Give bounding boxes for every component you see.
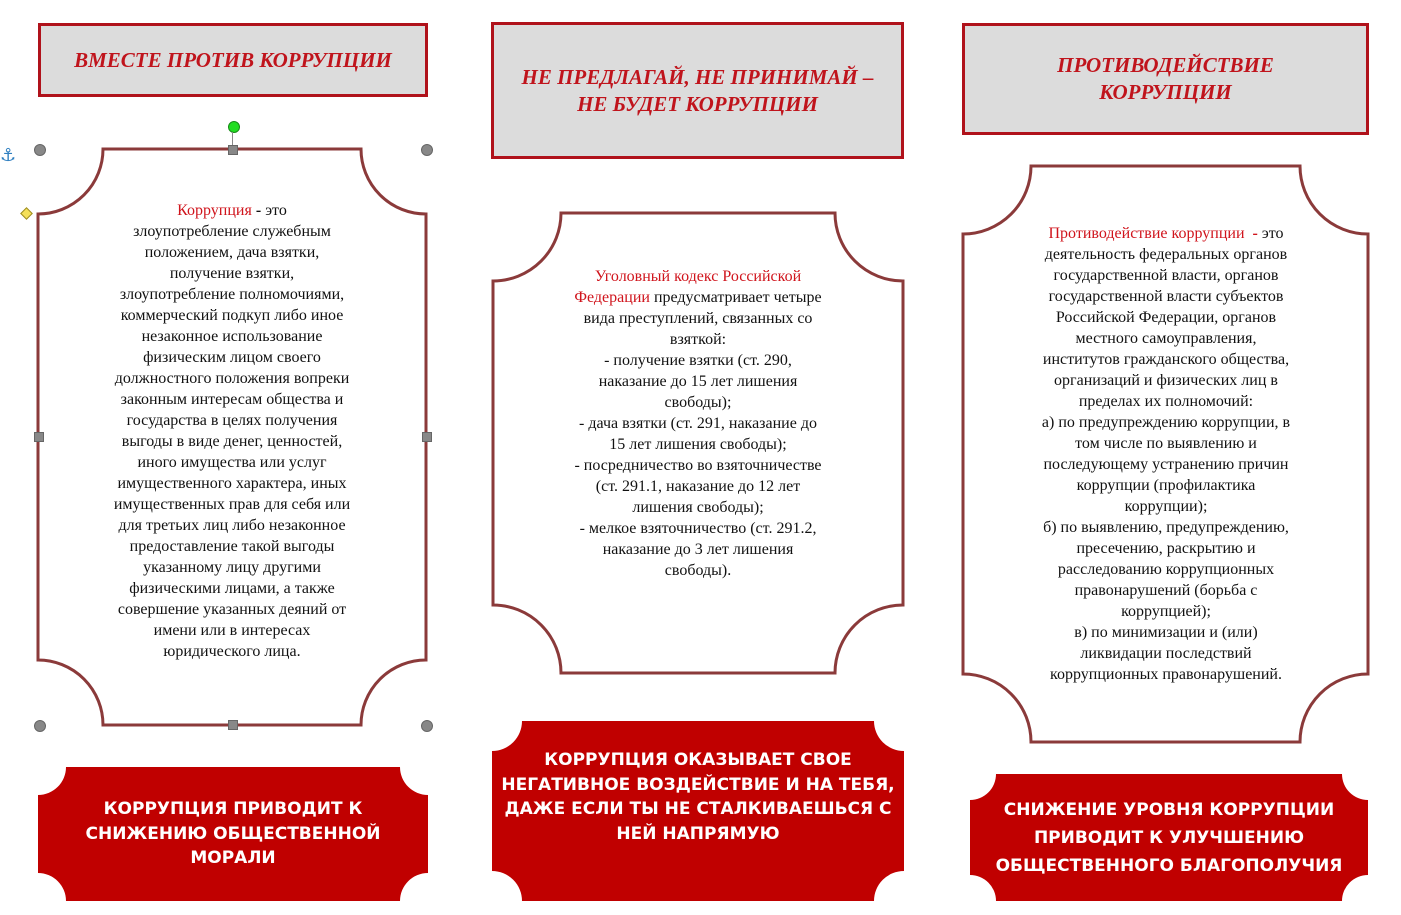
banner-line: ОБЩЕСТВЕННОГО БЛАГОПОЛУЧИЯ	[995, 855, 1343, 876]
definition-line: коррупции);	[1124, 498, 1208, 515]
column-2-title-box	[491, 22, 904, 159]
definition-line: физическим лицом своего	[143, 349, 321, 366]
banner-line: КОРРУПЦИЯ ПРИВОДИТ К	[103, 799, 363, 820]
banner-line: ПРИВОДИТ К УЛУЧШЕНИЮ	[1033, 827, 1305, 848]
column-2-definition-text	[538, 266, 858, 581]
definition-line: 15 лет лишения свободы);	[609, 436, 787, 453]
definition-first-line	[538, 287, 858, 308]
definition-line: том числе по выявлению и	[1075, 435, 1257, 452]
definition-line: лишения свободы);	[632, 499, 764, 516]
column-1-definition-text	[77, 200, 387, 662]
resize-handle-left[interactable]	[34, 432, 44, 442]
definition-line: физическими лицами, а также	[129, 580, 335, 597]
definition-line: предоставление такой выгоды	[129, 538, 335, 555]
definition-line: Российской Федерации, органов	[1055, 309, 1277, 326]
definition-line: местного самоуправления,	[1075, 330, 1257, 347]
definition-line: - получение взятки (ст. 290,	[604, 352, 792, 369]
definition-line: - мелкое взяточничество (ст. 291.2,	[579, 520, 817, 537]
column-2-banner	[492, 721, 904, 901]
column-1-banner	[38, 767, 428, 901]
resize-handle-bottom-left[interactable]	[34, 720, 46, 732]
column-1-title: ВМЕСТЕ ПРОТИВ КОРРУПЦИИ	[74, 47, 392, 72]
resize-handle-bottom-right[interactable]	[421, 720, 433, 732]
definition-line: законным интересам общества и	[120, 391, 344, 408]
column-3-title-box	[962, 23, 1369, 135]
term-corruption: Коррупция	[177, 202, 252, 219]
definition-line: коррупцией);	[1121, 603, 1211, 620]
column-3-definition-frame[interactable]	[962, 165, 1369, 743]
definition-line: злоупотребление служебным	[133, 223, 331, 240]
definition-first-line-rest: это	[265, 202, 287, 219]
term-criminal-code-cont: Федерации	[574, 289, 650, 306]
definition-line: деятельность федеральных органов	[1044, 246, 1288, 263]
definition-line: вида преступлений, связанных со	[583, 310, 813, 327]
definition-line: положением, дача взятки,	[144, 244, 320, 261]
definition-line: должностного положения вопреки	[114, 370, 350, 387]
definition-line: злоупотребление полномочиями,	[119, 286, 345, 303]
rotate-handle[interactable]	[228, 121, 240, 133]
resize-handle-top[interactable]	[228, 145, 238, 155]
column-2-title-line: НЕ БУДЕТ КОРРУПЦИИ	[577, 91, 818, 116]
column-3-title-line: КОРРУПЦИИ	[1099, 80, 1232, 104]
definition-line: б) по выявлению, предупреждению,	[1043, 519, 1289, 536]
column-3-banner	[970, 774, 1368, 901]
banner-line: СНИЖЕНИЮ ОБЩЕСТВЕННОЙ	[85, 823, 381, 844]
definition-line: расследованию коррупционных	[1057, 561, 1275, 578]
anchor-icon: ⚓	[0, 145, 17, 166]
definition-first-line	[77, 200, 387, 221]
definition-line-rest: предусматривает четыре	[649, 289, 822, 306]
definition-line: имущественных прав для себя или	[113, 496, 351, 513]
resize-handle-bottom[interactable]	[228, 720, 238, 730]
resize-handle-top-right[interactable]	[421, 144, 433, 156]
definition-line: коррупционных правонарушений.	[1050, 666, 1282, 683]
banner-line: ДАЖЕ ЕСЛИ ТЫ НЕ СТАЛКИВАЕШЬСЯ С	[504, 799, 892, 819]
definition-line: государственной власти субъектов	[1048, 288, 1284, 305]
definition-line: совершение указанных деяний от	[117, 601, 347, 618]
definition-line: юридического лица.	[163, 643, 301, 660]
column-3-definition-text	[1006, 223, 1326, 685]
definition-line: пределах их полномочий:	[1078, 393, 1254, 410]
banner-line: КОРРУПЦИЯ ОКАЗЫВАЕТ СВОЕ	[544, 750, 852, 770]
banner-line: СНИЖЕНИЕ УРОВНЯ КОРРУПЦИИ	[1003, 799, 1335, 820]
adjust-handle[interactable]	[20, 207, 33, 220]
definition-line: указанному лицу другими	[143, 559, 321, 576]
definition-line: свободы).	[664, 562, 732, 579]
resize-handle-top-left[interactable]	[34, 144, 46, 156]
dash: -	[1244, 225, 1262, 242]
banner-line: НЕЙ НАПРЯМУЮ	[616, 823, 780, 844]
definition-line: правонарушений (борьба с	[1074, 582, 1258, 599]
definition-line: организаций и физических лиц в	[1054, 372, 1278, 389]
definition-first-line	[1006, 223, 1326, 244]
column-1-definition-frame[interactable]	[37, 148, 427, 726]
definition-line: в) по минимизации и (или)	[1074, 624, 1258, 641]
definition-line: государства в целях получения	[126, 412, 338, 429]
definition-line: незаконное использование	[141, 328, 323, 345]
banner-line: НЕГАТИВНОЕ ВОЗДЕЙСТВИЕ И НА ТЕБЯ,	[501, 774, 895, 795]
definition-line: государственной власти, органов	[1053, 267, 1279, 284]
definition-line: (ст. 291.1, наказание до 12 лет	[595, 478, 801, 495]
term-counteraction: Противодействие коррупции	[1048, 225, 1245, 242]
definition-line: взяткой:	[669, 331, 727, 348]
definition-first-line-rest: это	[1261, 225, 1284, 242]
column-2-banner-text	[492, 707, 904, 887]
definition-line: - посредничество во взяточничестве	[574, 457, 822, 474]
term-criminal-code: Уголовный кодекс Российской	[594, 268, 802, 285]
definition-line: для третьих лиц либо незаконное	[118, 517, 346, 534]
definition-line: коррупции (профилактика	[1076, 477, 1256, 494]
column-3-title-line: ПРОТИВОДЕЙСТВИЕ	[1057, 53, 1274, 77]
definition-line: ликвидации последствий	[1080, 645, 1252, 662]
definition-line: свободы);	[664, 394, 732, 411]
definition-line: имущественного характера, иных	[117, 475, 347, 492]
column-3-banner-text	[970, 774, 1368, 901]
definition-line: последующему устранению причин	[1043, 456, 1289, 473]
column-1-title-box	[38, 23, 428, 97]
definition-line: выгоды в виде денег, ценностей,	[121, 433, 343, 450]
definition-line: коммерческий подкуп либо иное	[120, 307, 344, 324]
definition-line: пресечению, раскрытию и	[1076, 540, 1256, 557]
rotate-handle-connector	[232, 132, 233, 146]
banner-line: МОРАЛИ	[190, 848, 276, 869]
column-2-definition-frame[interactable]	[492, 212, 904, 674]
definition-line: институтов гражданского общества,	[1042, 351, 1290, 368]
definition-line: имени или в интересах	[153, 622, 311, 639]
definition-line: наказание до 3 лет лишения	[602, 541, 794, 558]
definition-line: наказание до 15 лет лишения	[598, 373, 798, 390]
definition-line: - дача взятки (ст. 291, наказание до	[579, 415, 817, 432]
definition-line: а) по предупреждению коррупции, в	[1041, 414, 1291, 431]
column-2-title-line: НЕ ПРЕДЛАГАЙ, НЕ ПРИНИМАЙ –	[521, 64, 874, 89]
definition-line: иного имущества или услуг	[137, 454, 327, 471]
definition-line: получение взятки,	[169, 265, 295, 282]
column-1-banner-text	[38, 767, 428, 901]
dash: -	[251, 202, 266, 219]
resize-handle-right[interactable]	[422, 432, 432, 442]
